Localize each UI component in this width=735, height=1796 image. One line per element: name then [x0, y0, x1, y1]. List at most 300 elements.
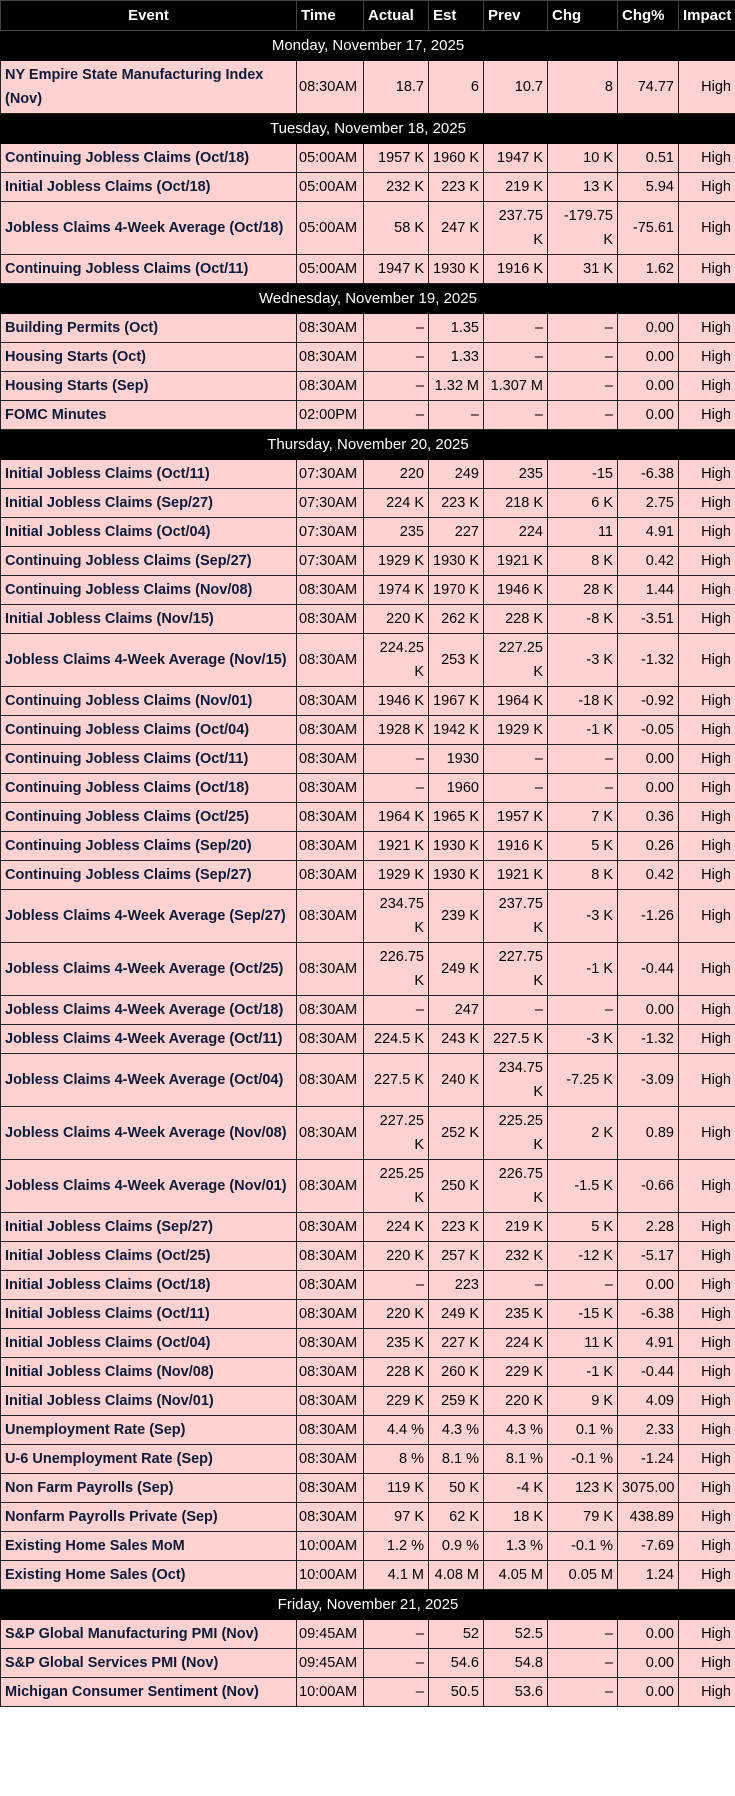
- event-name[interactable]: Initial Jobless Claims (Nov/15): [1, 605, 297, 634]
- table-row[interactable]: [1, 1532, 735, 1561]
- event-time: 08:30AM: [297, 832, 364, 861]
- event-time: 02:00PM: [297, 401, 364, 430]
- event-prev: 228 K: [484, 605, 548, 634]
- event-chg-percent: 2.33: [618, 1416, 679, 1445]
- event-actual: 224 K: [364, 1213, 429, 1242]
- event-prev: 4.3 %: [484, 1416, 548, 1445]
- header-row: [1, 1, 735, 31]
- table-row[interactable]: [1, 1678, 735, 1707]
- event-time: 07:30AM: [297, 489, 364, 518]
- event-impact: High: [679, 943, 735, 996]
- table-row[interactable]: [1, 634, 735, 687]
- event-est: 62 K: [429, 1503, 484, 1532]
- event-time: 08:30AM: [297, 996, 364, 1025]
- event-name[interactable]: Continuing Jobless Claims (Sep/20): [1, 832, 297, 861]
- event-time: 08:30AM: [297, 745, 364, 774]
- event-est: 240 K: [429, 1054, 484, 1107]
- event-name[interactable]: Initial Jobless Claims (Oct/18): [1, 1271, 297, 1300]
- event-actual: –: [364, 1271, 429, 1300]
- event-time: 08:30AM: [297, 1387, 364, 1416]
- event-chg-percent: 0.00: [618, 343, 679, 372]
- event-name[interactable]: Continuing Jobless Claims (Oct/18): [1, 774, 297, 803]
- event-name[interactable]: Michigan Consumer Sentiment (Nov): [1, 1678, 297, 1707]
- table-row[interactable]: [1, 61, 735, 114]
- table-row[interactable]: [1, 343, 735, 372]
- event-chg: -18 K: [548, 687, 618, 716]
- event-actual: 58 K: [364, 202, 429, 255]
- table-row[interactable]: [1, 1025, 735, 1054]
- header-est[interactable]: Est: [429, 1, 484, 31]
- event-chg-percent: 0.00: [618, 372, 679, 401]
- event-chg: –: [548, 1678, 618, 1707]
- table-row[interactable]: [1, 996, 735, 1025]
- event-est: 249: [429, 460, 484, 489]
- table-row[interactable]: [1, 605, 735, 634]
- event-time: 10:00AM: [297, 1678, 364, 1707]
- table-row[interactable]: [1, 716, 735, 745]
- event-chg-percent: -1.24: [618, 1445, 679, 1474]
- event-chg: -0.1 %: [548, 1532, 618, 1561]
- table-row[interactable]: [1, 202, 735, 255]
- event-est: 247: [429, 996, 484, 1025]
- event-est: 249 K: [429, 943, 484, 996]
- event-actual: 235 K: [364, 1329, 429, 1358]
- event-actual: –: [364, 401, 429, 430]
- event-time: 09:45AM: [297, 1649, 364, 1678]
- event-name[interactable]: FOMC Minutes: [1, 401, 297, 430]
- event-name[interactable]: Continuing Jobless Claims (Oct/11): [1, 255, 297, 284]
- event-actual: 1928 K: [364, 716, 429, 745]
- table-row[interactable]: [1, 861, 735, 890]
- event-time: 08:30AM: [297, 1213, 364, 1242]
- event-name[interactable]: NY Empire State Manufacturing Index (Nov): [1, 61, 297, 114]
- event-prev: 235: [484, 460, 548, 489]
- event-actual: –: [364, 314, 429, 343]
- event-name[interactable]: Jobless Claims 4-Week Average (Oct/18): [1, 996, 297, 1025]
- table-row[interactable]: [1, 1300, 735, 1329]
- table-row[interactable]: [1, 401, 735, 430]
- event-impact: High: [679, 372, 735, 401]
- event-name[interactable]: Jobless Claims 4-Week Average (Nov/08): [1, 1107, 297, 1160]
- event-est: 262 K: [429, 605, 484, 634]
- event-name[interactable]: Jobless Claims 4-Week Average (Oct/18): [1, 202, 297, 255]
- event-chg: 123 K: [548, 1474, 618, 1503]
- event-time: 09:45AM: [297, 1620, 364, 1649]
- event-impact: High: [679, 716, 735, 745]
- event-est: 50 K: [429, 1474, 484, 1503]
- event-name[interactable]: Unemployment Rate (Sep): [1, 1416, 297, 1445]
- event-chg-percent: -7.69: [618, 1532, 679, 1561]
- event-est: 223 K: [429, 1213, 484, 1242]
- table-row[interactable]: [1, 1213, 735, 1242]
- header-impact[interactable]: Impact: [679, 1, 735, 31]
- table-row[interactable]: [1, 372, 735, 401]
- event-prev: 218 K: [484, 489, 548, 518]
- event-prev: -4 K: [484, 1474, 548, 1503]
- table-row[interactable]: [1, 489, 735, 518]
- event-est: 227 K: [429, 1329, 484, 1358]
- table-row[interactable]: [1, 1242, 735, 1271]
- event-actual: –: [364, 745, 429, 774]
- event-chg: -1 K: [548, 716, 618, 745]
- event-chg-percent: 4.09: [618, 1387, 679, 1416]
- event-impact: High: [679, 861, 735, 890]
- event-name[interactable]: S&P Global Manufacturing PMI (Nov): [1, 1620, 297, 1649]
- event-impact: High: [679, 518, 735, 547]
- table-row[interactable]: [1, 1620, 735, 1649]
- header-prev[interactable]: Prev: [484, 1, 548, 31]
- event-prev: –: [484, 314, 548, 343]
- event-actual: 229 K: [364, 1387, 429, 1416]
- event-est: 1930 K: [429, 547, 484, 576]
- event-name[interactable]: Continuing Jobless Claims (Sep/27): [1, 861, 297, 890]
- event-est: 4.3 %: [429, 1416, 484, 1445]
- event-impact: High: [679, 1271, 735, 1300]
- event-est: 1960: [429, 774, 484, 803]
- event-est: 50.5: [429, 1678, 484, 1707]
- event-name[interactable]: Housing Starts (Sep): [1, 372, 297, 401]
- event-chg-percent: 0.00: [618, 745, 679, 774]
- table-row[interactable]: [1, 144, 735, 173]
- event-est: 243 K: [429, 1025, 484, 1054]
- event-name[interactable]: Jobless Claims 4-Week Average (Nov/01): [1, 1160, 297, 1213]
- table-row[interactable]: [1, 1649, 735, 1678]
- event-impact: High: [679, 774, 735, 803]
- event-time: 08:30AM: [297, 1054, 364, 1107]
- event-chg: –: [548, 745, 618, 774]
- event-chg-percent: -0.44: [618, 943, 679, 996]
- event-actual: 220 K: [364, 1300, 429, 1329]
- table-row[interactable]: [1, 943, 735, 996]
- header-chg-percent[interactable]: Chg%: [618, 1, 679, 31]
- event-time: 08:30AM: [297, 61, 364, 114]
- event-est: 223 K: [429, 489, 484, 518]
- table-row[interactable]: [1, 1503, 735, 1532]
- event-time: 07:30AM: [297, 460, 364, 489]
- table-row[interactable]: [1, 1561, 735, 1590]
- event-name[interactable]: Continuing Jobless Claims (Nov/08): [1, 576, 297, 605]
- event-name[interactable]: Continuing Jobless Claims (Oct/25): [1, 803, 297, 832]
- event-prev: 227.5 K: [484, 1025, 548, 1054]
- table-row[interactable]: [1, 460, 735, 489]
- table-row[interactable]: [1, 518, 735, 547]
- event-chg-percent: -0.05: [618, 716, 679, 745]
- event-est: 8.1 %: [429, 1445, 484, 1474]
- event-actual: –: [364, 1649, 429, 1678]
- event-actual: 8 %: [364, 1445, 429, 1474]
- event-chg: –: [548, 401, 618, 430]
- event-prev: 229 K: [484, 1358, 548, 1387]
- event-actual: 1921 K: [364, 832, 429, 861]
- table-row[interactable]: [1, 255, 735, 284]
- event-time: 08:30AM: [297, 861, 364, 890]
- event-actual: –: [364, 1620, 429, 1649]
- event-time: 08:30AM: [297, 716, 364, 745]
- event-chg-percent: -3.51: [618, 605, 679, 634]
- event-impact: High: [679, 1329, 735, 1358]
- event-impact: High: [679, 1532, 735, 1561]
- event-actual: 97 K: [364, 1503, 429, 1532]
- event-chg-percent: 4.91: [618, 518, 679, 547]
- event-prev: 1.307 M: [484, 372, 548, 401]
- event-time: 08:30AM: [297, 1329, 364, 1358]
- event-actual: 232 K: [364, 173, 429, 202]
- event-prev: 237.75 K: [484, 202, 548, 255]
- event-prev: 1921 K: [484, 547, 548, 576]
- event-prev: 1929 K: [484, 716, 548, 745]
- event-actual: 1964 K: [364, 803, 429, 832]
- table-row[interactable]: [1, 1107, 735, 1160]
- table-row[interactable]: [1, 803, 735, 832]
- event-est: 1942 K: [429, 716, 484, 745]
- event-prev: 10.7: [484, 61, 548, 114]
- event-chg-percent: 2.75: [618, 489, 679, 518]
- event-time: 08:30AM: [297, 1242, 364, 1271]
- event-est: 249 K: [429, 1300, 484, 1329]
- event-est: 223: [429, 1271, 484, 1300]
- event-chg: –: [548, 1271, 618, 1300]
- event-prev: 1921 K: [484, 861, 548, 890]
- event-impact: High: [679, 605, 735, 634]
- table-row[interactable]: [1, 890, 735, 943]
- event-chg-percent: 1.44: [618, 576, 679, 605]
- event-prev: 52.5: [484, 1620, 548, 1649]
- event-chg-percent: 1.62: [618, 255, 679, 284]
- event-time: 08:30AM: [297, 1160, 364, 1213]
- event-name[interactable]: Continuing Jobless Claims (Oct/18): [1, 144, 297, 173]
- table-row[interactable]: [1, 774, 735, 803]
- event-time: 08:30AM: [297, 1107, 364, 1160]
- table-row[interactable]: [1, 832, 735, 861]
- event-prev: 225.25 K: [484, 1107, 548, 1160]
- event-time: 05:00AM: [297, 144, 364, 173]
- table-row[interactable]: [1, 314, 735, 343]
- event-impact: High: [679, 890, 735, 943]
- event-name[interactable]: Jobless Claims 4-Week Average (Nov/15): [1, 634, 297, 687]
- event-name[interactable]: Initial Jobless Claims (Oct/11): [1, 1300, 297, 1329]
- event-impact: High: [679, 634, 735, 687]
- event-time: 08:30AM: [297, 943, 364, 996]
- event-time: 08:30AM: [297, 1445, 364, 1474]
- event-chg-percent: -75.61: [618, 202, 679, 255]
- event-name[interactable]: Building Permits (Oct): [1, 314, 297, 343]
- event-prev: 18 K: [484, 1503, 548, 1532]
- table-row[interactable]: [1, 1271, 735, 1300]
- event-impact: High: [679, 1678, 735, 1707]
- event-chg-percent: 0.00: [618, 314, 679, 343]
- event-name[interactable]: Initial Jobless Claims (Oct/25): [1, 1242, 297, 1271]
- event-impact: High: [679, 1025, 735, 1054]
- event-prev: 220 K: [484, 1387, 548, 1416]
- event-actual: 234.75 K: [364, 890, 429, 943]
- event-prev: 232 K: [484, 1242, 548, 1271]
- event-chg: 8 K: [548, 547, 618, 576]
- event-impact: High: [679, 1445, 735, 1474]
- event-chg-percent: -1.32: [618, 1025, 679, 1054]
- table-row[interactable]: [1, 1160, 735, 1213]
- event-chg-percent: 0.26: [618, 832, 679, 861]
- header-time[interactable]: Time: [297, 1, 364, 31]
- event-prev: –: [484, 774, 548, 803]
- event-impact: High: [679, 1160, 735, 1213]
- event-name[interactable]: Initial Jobless Claims (Oct/18): [1, 173, 297, 202]
- table-row[interactable]: [1, 547, 735, 576]
- event-time: 08:30AM: [297, 634, 364, 687]
- event-name[interactable]: Initial Jobless Claims (Sep/27): [1, 489, 297, 518]
- event-name[interactable]: Jobless Claims 4-Week Average (Oct/04): [1, 1054, 297, 1107]
- event-prev: 53.6: [484, 1678, 548, 1707]
- event-chg: -15: [548, 460, 618, 489]
- table-row[interactable]: [1, 173, 735, 202]
- event-name[interactable]: Initial Jobless Claims (Sep/27): [1, 1213, 297, 1242]
- event-est: 1930 K: [429, 255, 484, 284]
- event-prev: 219 K: [484, 173, 548, 202]
- event-est: 1930 K: [429, 832, 484, 861]
- event-chg-percent: -0.44: [618, 1358, 679, 1387]
- event-name[interactable]: Continuing Jobless Claims (Oct/11): [1, 745, 297, 774]
- event-actual: 119 K: [364, 1474, 429, 1503]
- event-name[interactable]: Housing Starts (Oct): [1, 343, 297, 372]
- event-est: 1967 K: [429, 687, 484, 716]
- date-label: Tuesday, November 18, 2025: [1, 114, 735, 144]
- event-impact: High: [679, 687, 735, 716]
- event-chg-percent: 2.28: [618, 1213, 679, 1242]
- event-chg: -15 K: [548, 1300, 618, 1329]
- event-chg: 5 K: [548, 1213, 618, 1242]
- event-prev: 224 K: [484, 1329, 548, 1358]
- event-name[interactable]: Jobless Claims 4-Week Average (Sep/27): [1, 890, 297, 943]
- event-name[interactable]: Existing Home Sales (Oct): [1, 1561, 297, 1590]
- event-chg: -1 K: [548, 1358, 618, 1387]
- event-name[interactable]: Jobless Claims 4-Week Average (Oct/25): [1, 943, 297, 996]
- event-impact: High: [679, 144, 735, 173]
- event-impact: High: [679, 1054, 735, 1107]
- event-prev: 234.75 K: [484, 1054, 548, 1107]
- event-prev: 8.1 %: [484, 1445, 548, 1474]
- event-chg: –: [548, 314, 618, 343]
- event-prev: 1957 K: [484, 803, 548, 832]
- event-time: 05:00AM: [297, 173, 364, 202]
- date-label: Thursday, November 20, 2025: [1, 430, 735, 460]
- table-row[interactable]: [1, 1387, 735, 1416]
- event-chg-percent: 0.00: [618, 1271, 679, 1300]
- event-impact: High: [679, 1358, 735, 1387]
- event-actual: 1929 K: [364, 861, 429, 890]
- event-chg: 2 K: [548, 1107, 618, 1160]
- event-actual: 227.5 K: [364, 1054, 429, 1107]
- event-name[interactable]: S&P Global Services PMI (Nov): [1, 1649, 297, 1678]
- event-prev: 227.25 K: [484, 634, 548, 687]
- event-prev: 237.75 K: [484, 890, 548, 943]
- event-chg-percent: 0.00: [618, 1620, 679, 1649]
- event-actual: 1974 K: [364, 576, 429, 605]
- event-time: 08:30AM: [297, 343, 364, 372]
- event-chg: 11 K: [548, 1329, 618, 1358]
- event-actual: 4.1 M: [364, 1561, 429, 1590]
- event-chg-percent: 0.42: [618, 547, 679, 576]
- table-row[interactable]: [1, 1054, 735, 1107]
- table-row[interactable]: [1, 576, 735, 605]
- table-row[interactable]: [1, 1416, 735, 1445]
- table-row[interactable]: [1, 1358, 735, 1387]
- event-chg: –: [548, 1649, 618, 1678]
- event-actual: –: [364, 343, 429, 372]
- event-chg-percent: 0.51: [618, 144, 679, 173]
- event-actual: 220 K: [364, 1242, 429, 1271]
- table-row[interactable]: [1, 1474, 735, 1503]
- table-row[interactable]: [1, 1329, 735, 1358]
- event-chg-percent: 0.42: [618, 861, 679, 890]
- event-impact: High: [679, 255, 735, 284]
- event-name[interactable]: Non Farm Payrolls (Sep): [1, 1474, 297, 1503]
- event-time: 08:30AM: [297, 314, 364, 343]
- event-prev: 1.3 %: [484, 1532, 548, 1561]
- event-prev: 226.75 K: [484, 1160, 548, 1213]
- date-row: [1, 430, 735, 460]
- event-name[interactable]: Initial Jobless Claims (Oct/11): [1, 460, 297, 489]
- event-time: 08:30AM: [297, 1300, 364, 1329]
- event-impact: High: [679, 1503, 735, 1532]
- event-est: 250 K: [429, 1160, 484, 1213]
- event-chg-percent: -5.17: [618, 1242, 679, 1271]
- event-name[interactable]: Continuing Jobless Claims (Oct/04): [1, 716, 297, 745]
- event-prev: 1916 K: [484, 832, 548, 861]
- table-row[interactable]: [1, 745, 735, 774]
- header-chg[interactable]: Chg: [548, 1, 618, 31]
- event-chg: -1.5 K: [548, 1160, 618, 1213]
- table-row[interactable]: [1, 687, 735, 716]
- event-time: 08:30AM: [297, 372, 364, 401]
- header-actual[interactable]: Actual: [364, 1, 429, 31]
- event-actual: 224.25 K: [364, 634, 429, 687]
- table-body: [1, 31, 735, 1707]
- event-est: 1.35: [429, 314, 484, 343]
- header-event[interactable]: Event: [1, 1, 297, 31]
- event-est: 0.9 %: [429, 1532, 484, 1561]
- event-chg: 8: [548, 61, 618, 114]
- event-impact: High: [679, 1387, 735, 1416]
- event-name[interactable]: U-6 Unemployment Rate (Sep): [1, 1445, 297, 1474]
- event-name[interactable]: Continuing Jobless Claims (Nov/01): [1, 687, 297, 716]
- event-name[interactable]: Continuing Jobless Claims (Sep/27): [1, 547, 297, 576]
- event-time: 08:30AM: [297, 687, 364, 716]
- event-actual: 220: [364, 460, 429, 489]
- event-est: 259 K: [429, 1387, 484, 1416]
- event-est: 52: [429, 1620, 484, 1649]
- event-actual: 1.2 %: [364, 1532, 429, 1561]
- event-impact: High: [679, 803, 735, 832]
- event-impact: High: [679, 460, 735, 489]
- date-row: [1, 114, 735, 144]
- event-name[interactable]: Jobless Claims 4-Week Average (Oct/11): [1, 1025, 297, 1054]
- event-est: 227: [429, 518, 484, 547]
- event-chg: 31 K: [548, 255, 618, 284]
- event-name[interactable]: Existing Home Sales MoM: [1, 1532, 297, 1561]
- event-chg: 0.05 M: [548, 1561, 618, 1590]
- event-name[interactable]: Initial Jobless Claims (Nov/08): [1, 1358, 297, 1387]
- event-name[interactable]: Nonfarm Payrolls Private (Sep): [1, 1503, 297, 1532]
- event-name[interactable]: Initial Jobless Claims (Nov/01): [1, 1387, 297, 1416]
- event-name[interactable]: Initial Jobless Claims (Oct/04): [1, 1329, 297, 1358]
- date-row: [1, 31, 735, 61]
- event-name[interactable]: Initial Jobless Claims (Oct/04): [1, 518, 297, 547]
- event-chg: 7 K: [548, 803, 618, 832]
- table-row[interactable]: [1, 1445, 735, 1474]
- event-time: 10:00AM: [297, 1561, 364, 1590]
- event-actual: 220 K: [364, 605, 429, 634]
- date-label: Monday, November 17, 2025: [1, 31, 735, 61]
- event-chg-percent: 4.91: [618, 1329, 679, 1358]
